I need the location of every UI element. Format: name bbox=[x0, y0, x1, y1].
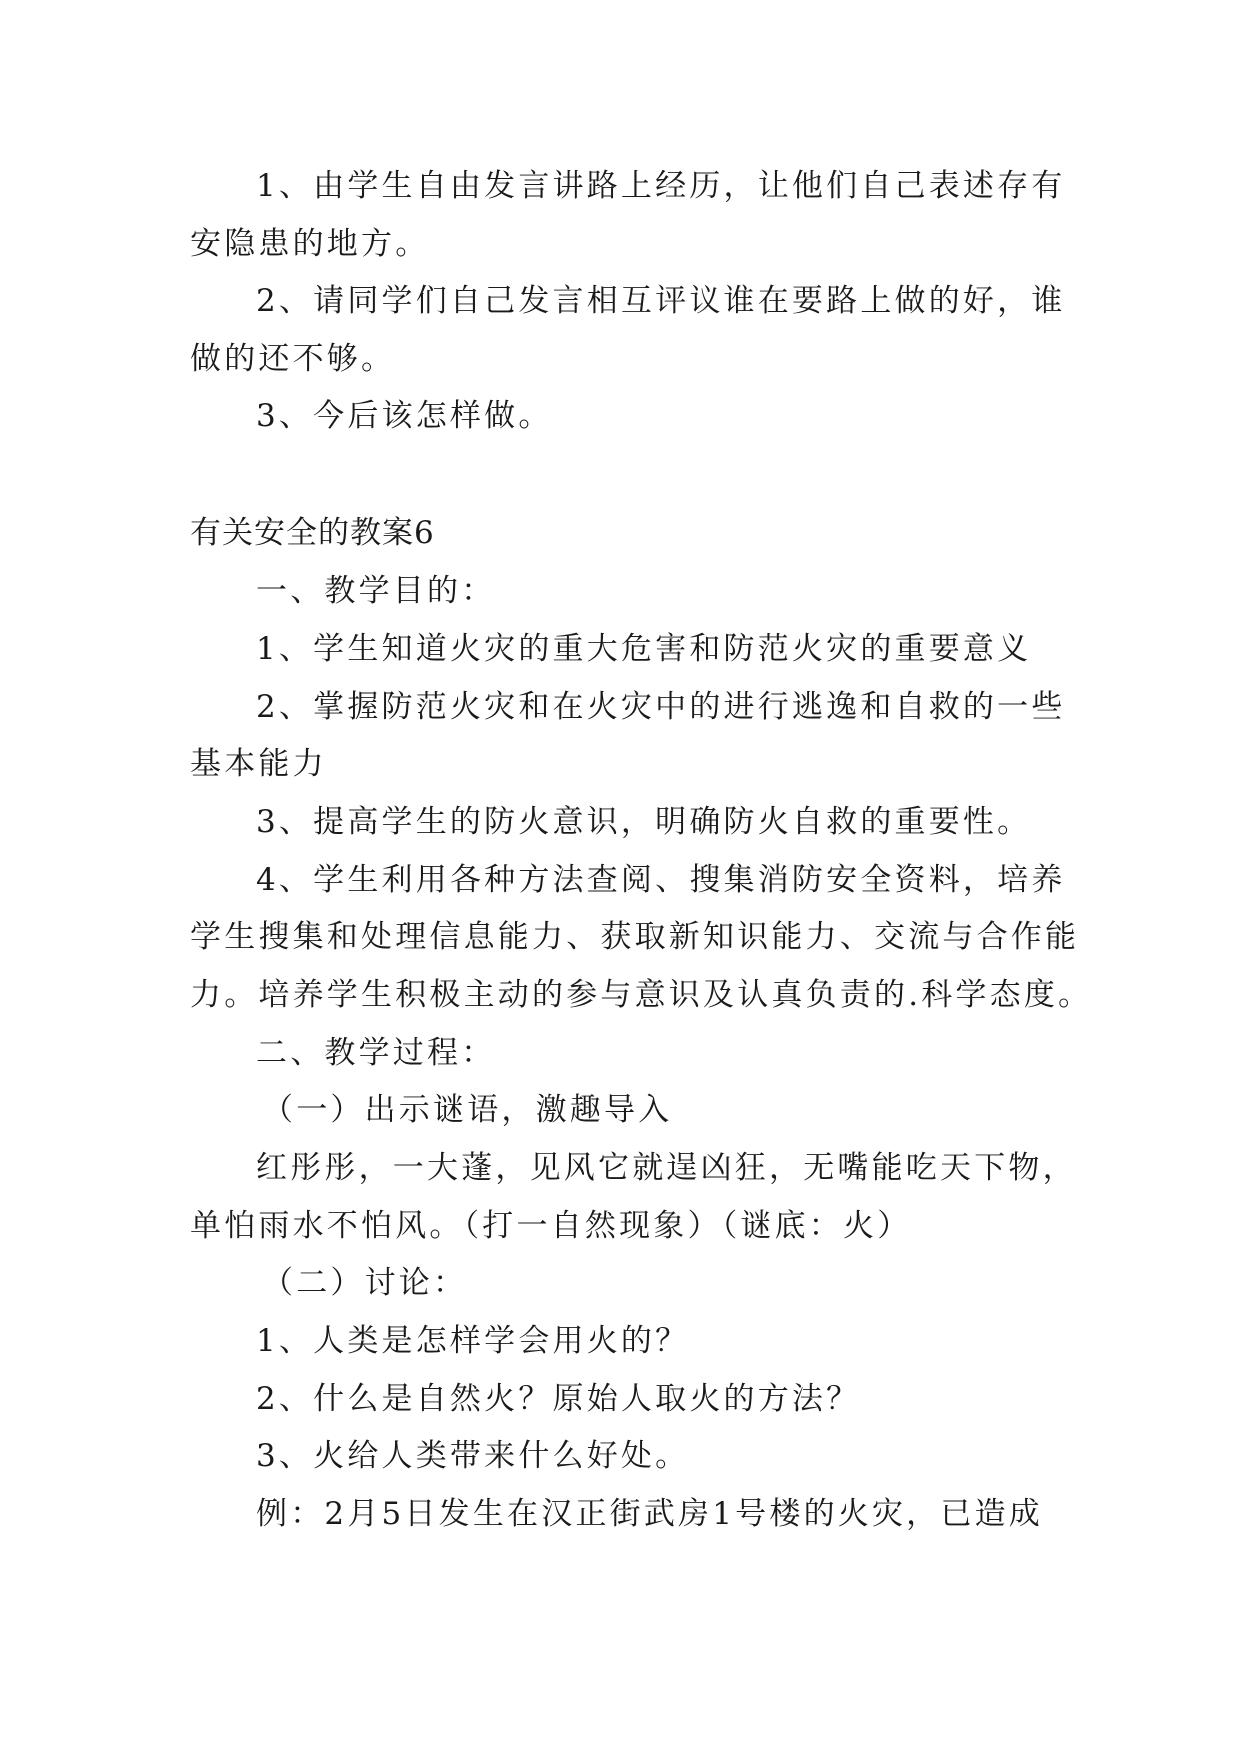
paragraph-line: 4、学生利用各种方法查阅、搜集消防安全资料，培养 bbox=[256, 862, 1066, 898]
paragraph-line: 3、火给人类带来什么好处。 bbox=[256, 1438, 690, 1474]
subheading-line: 一、教学目的： bbox=[256, 573, 496, 609]
paragraph-line: 学生搜集和处理信息能力、获取新知识能力、交流与合作能 bbox=[190, 919, 1080, 955]
paragraph-line: 3、提高学生的防火意识，明确防火自救的重要性。 bbox=[256, 804, 1032, 840]
paragraph-line: 1、学生知道火灾的重大危害和防范火灾的重要意义 bbox=[256, 631, 1032, 667]
subheading-line: （二）讨论： bbox=[262, 1265, 468, 1301]
paragraph-line: 2、请同学们自己发言相互评议谁在要路上做的好，谁 bbox=[256, 283, 1066, 319]
section-heading: 有关安全的教案6 bbox=[190, 515, 435, 551]
paragraph-line: 1、人类是怎样学会用火的？ bbox=[256, 1323, 690, 1359]
paragraph-line: 做的还不够。 bbox=[190, 341, 396, 377]
subheading-line: 二、教学过程： bbox=[256, 1035, 496, 1071]
paragraph-line: 1、由学生自由发言讲路上经历，让他们自己表述存有 bbox=[256, 168, 1066, 204]
paragraph-line: 2、掌握防范火灾和在火灾中的进行逃逸和自救的一些 bbox=[256, 689, 1066, 725]
paragraph-line: 例：2月5日发生在汉正街武房1号楼的火灾，已造成 bbox=[256, 1496, 1043, 1532]
paragraph-line: 安隐患的地方。 bbox=[190, 226, 430, 262]
paragraph-line: 力。培养学生积极主动的参与意识及认真负责的.科学态度。 bbox=[190, 977, 1093, 1013]
paragraph-line: 基本能力 bbox=[190, 746, 327, 782]
subheading-line: （一）出示谜语，激趣导入 bbox=[262, 1092, 673, 1128]
paragraph-line: 红彤彤，一大蓬，见风它就逞凶狂，无嘴能吃天下物， bbox=[256, 1150, 1077, 1186]
paragraph-line: 单怕雨水不怕风。（打一自然现象）（谜底：火） bbox=[190, 1208, 912, 1244]
paragraph-line: 3、今后该怎样做。 bbox=[256, 398, 553, 434]
paragraph-line: 2、什么是自然火？原始人取火的方法？ bbox=[256, 1381, 861, 1417]
